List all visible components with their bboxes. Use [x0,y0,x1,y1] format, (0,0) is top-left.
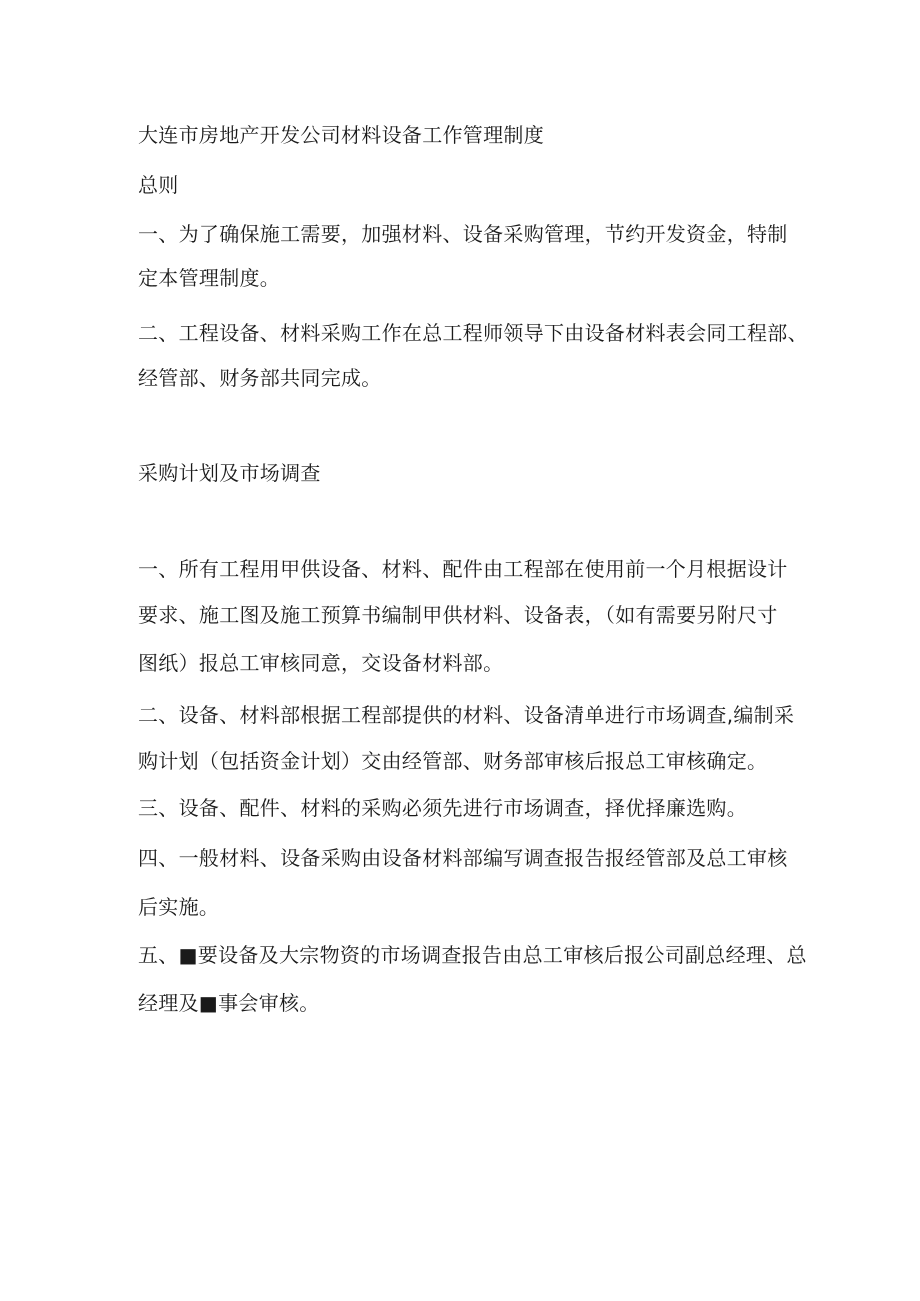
paragraph-line: 四、一般材料、设备采购由设备材料部编写调查报告报经管部及总工审核 [138,846,788,870]
paragraph-line: 经理及■事会审核。 [138,991,320,1015]
paragraph-line: 一、所有工程用甲供设备、材料、配件由工程部在使用前一个月根据设计 [138,557,788,581]
paragraph-line: 二、设备、材料部根据工程部提供的材料、设备清单进行市场调查,编制采 [138,703,795,727]
paragraph-line: 图纸）报总工审核同意，交设备材料部。 [138,651,504,675]
section-heading-procurement: 采购计划及市场调查 [138,461,321,485]
paragraph-line: 三、设备、配件、材料的采购必须先进行市场调查，择优择廉选购。 [138,796,747,820]
paragraph-line: 购计划（包括资金计划）交由经管部、财务部审核后报总工审核确定。 [138,749,768,773]
paragraph-line: 一、为了确保施工需要，加强材料、设备采购管理，节约开发资金，特制 [138,222,788,246]
paragraph-line: 要求、施工图及施工预算书编制甲供材料、设备表，（如有需要另附尺寸 [138,603,778,627]
paragraph-line: 后实施。 [138,895,220,919]
section-heading-general: 总则 [138,173,179,197]
paragraph-line: 定本管理制度。 [138,266,281,290]
paragraph-line: 经管部、财务部共同完成。 [138,366,382,390]
paragraph-line: 二、工程设备、材料采购工作在总工程师领导下由设备材料表会同工程部、 [138,321,808,345]
paragraph-line: 五、■要设备及大宗物资的市场调查报告由总工审核后报公司副总经理、总 [138,943,807,967]
document-title: 大连市房地产开发公司材料设备工作管理制度 [138,123,544,147]
